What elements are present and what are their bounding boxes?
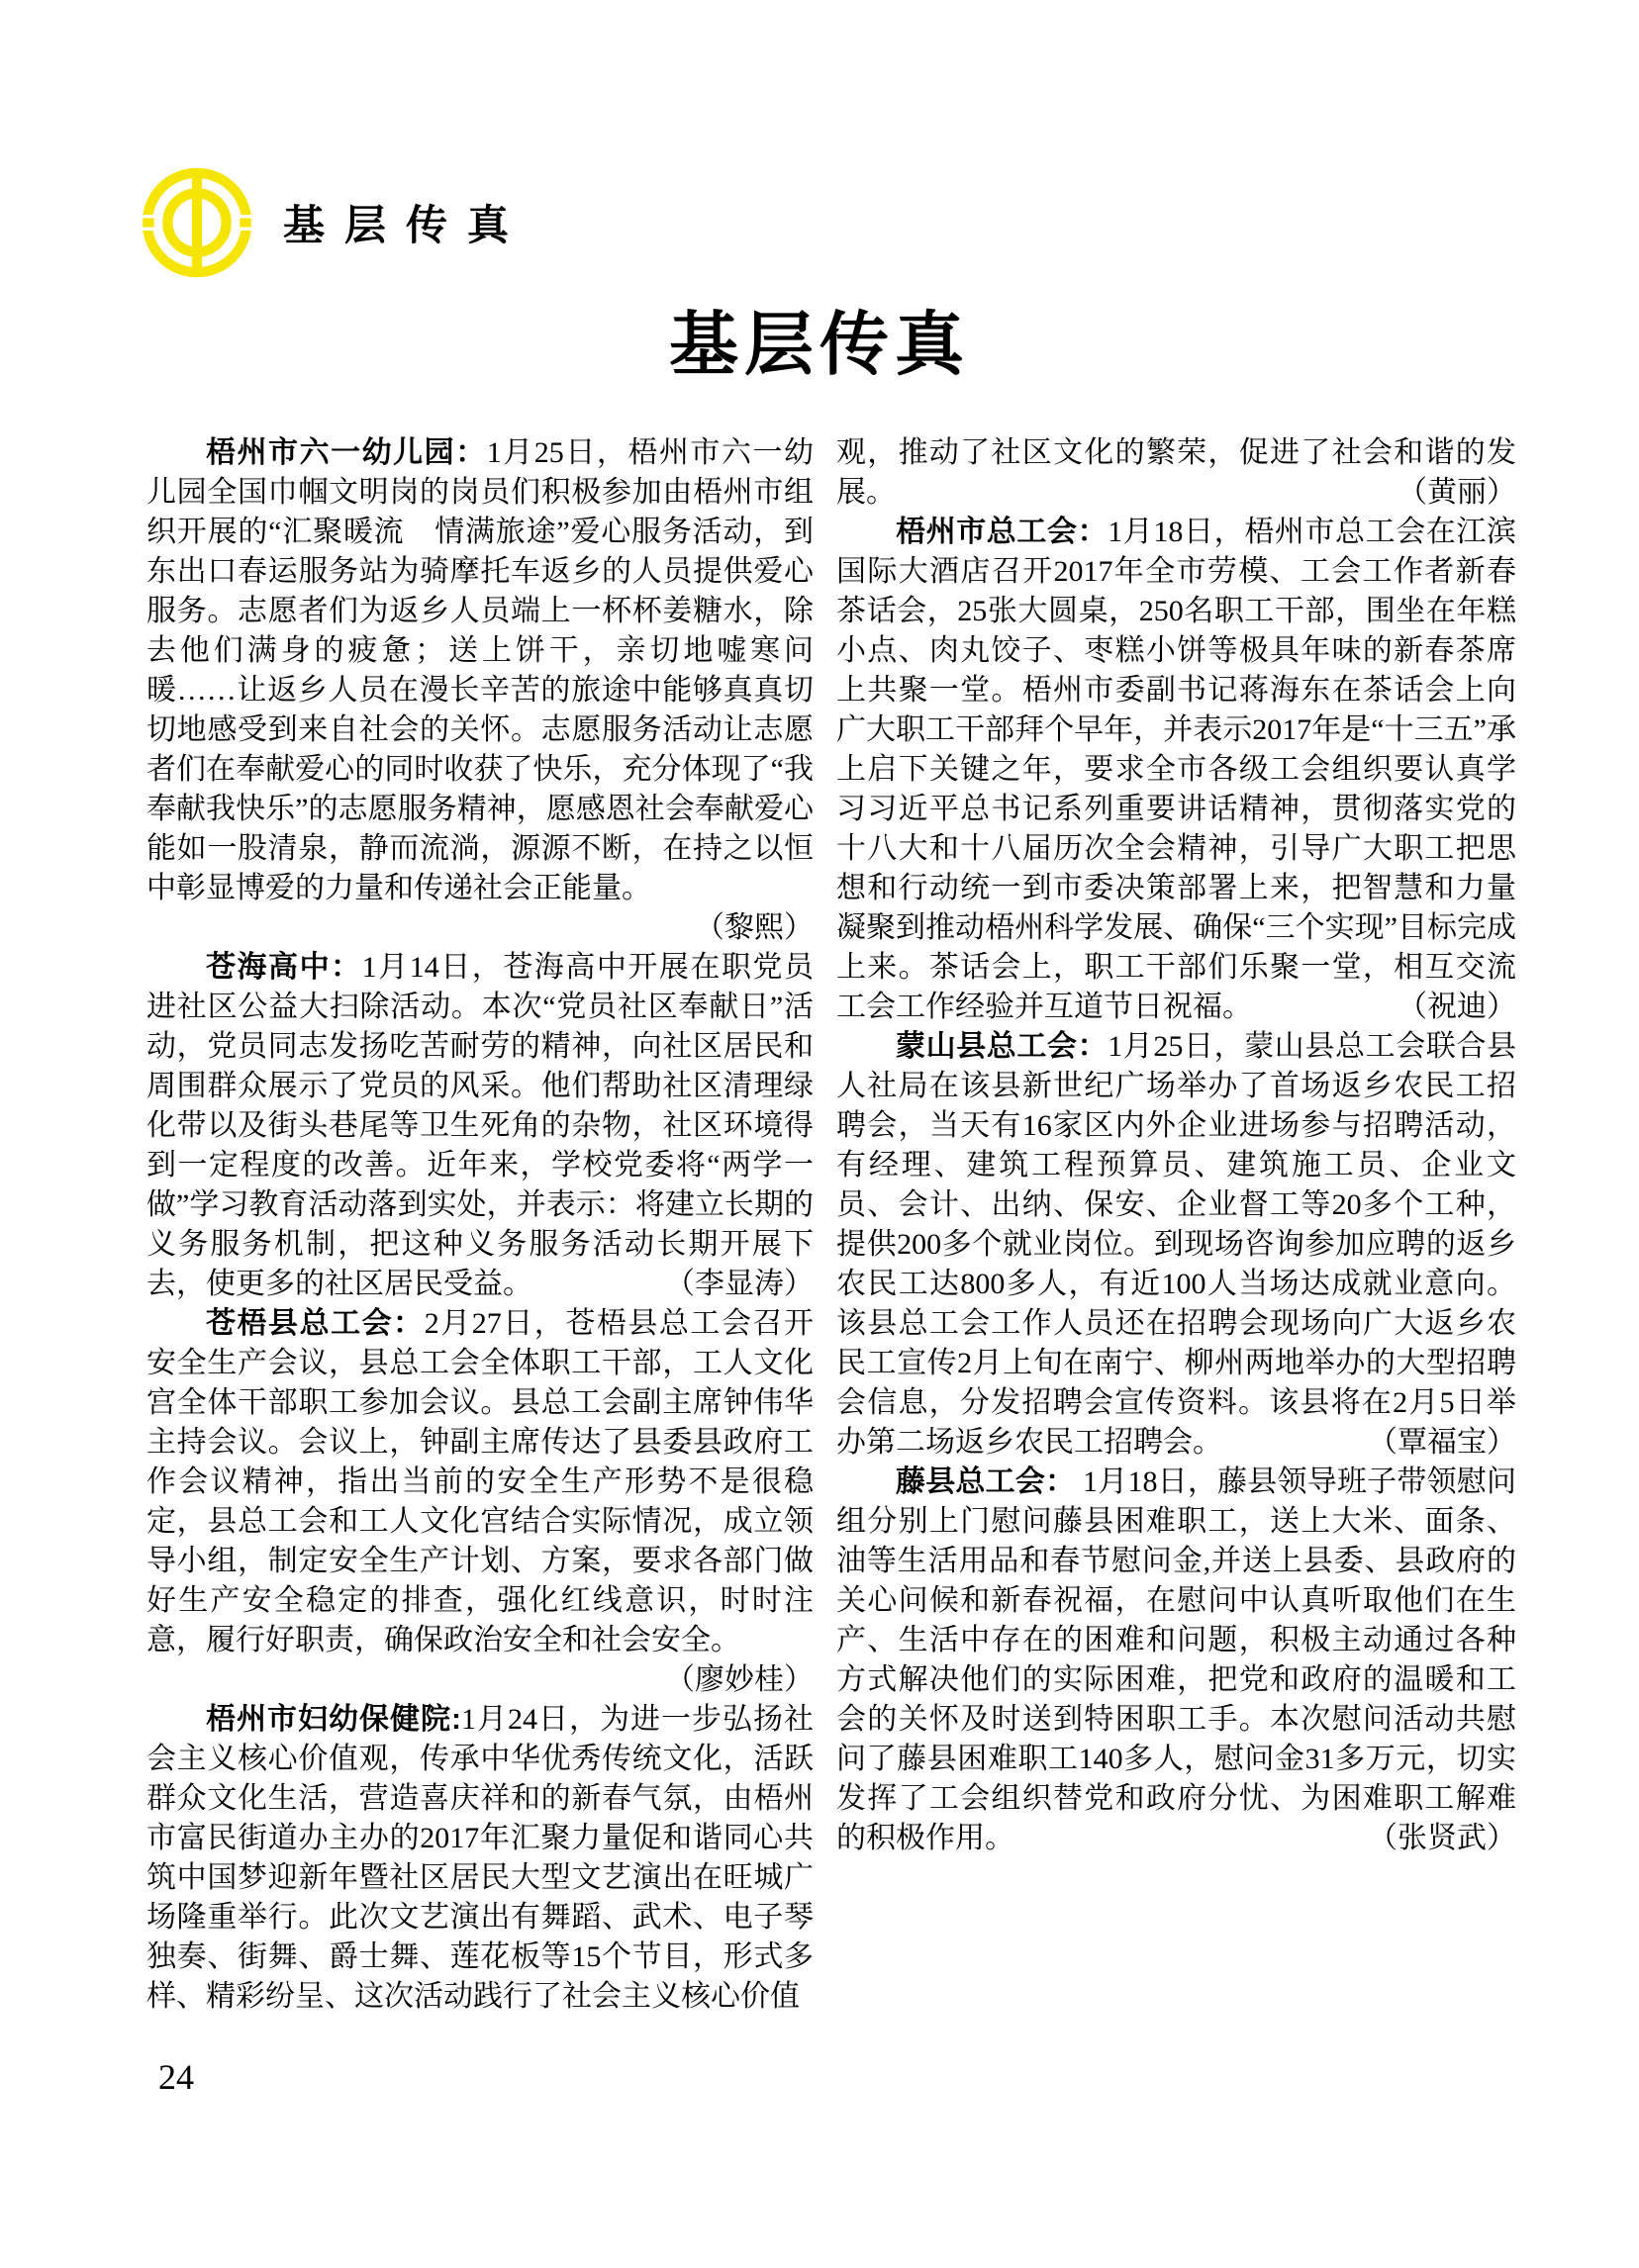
paragraph-lead: 苍海高中：: [206, 951, 362, 984]
byline: （祝迪）: [1398, 991, 1516, 1023]
page-number: 24: [158, 2057, 194, 2097]
paragraph-text: 2月27日，苍梧县总工会召开安全生产会议，县总工会全体职工干部，工人文化宫全体干部职工参加会议。县总工会副主席钟伟华主持会议。会议上，钟副主席传达了县委县政府工作会议精神，指出当前的安全生产形势不是很稳定，县总工会和工人文化宫结合实际情况，成立领导小组，制定安全生产计划、方案，要求各部门做好生产安全稳定的排查，强化红线意识，时时注意，履行好职责，确保政治安全和社会安全。: [146, 1307, 815, 1656]
news-paragraph: [146, 1700, 814, 2017]
byline: （黄丽）: [1398, 476, 1516, 509]
page-header: [139, 166, 529, 279]
page-title: 基层传真: [669, 308, 970, 384]
paragraph-text: 1月18日，藤县领导班子带领慰问组分别上门慰问藤县困难职工，送上大米、面条、油等生活用品和春节慰问金,并送上县委、县政府的关心问候和新春祝福，在慰问中认真听取他们在生产、生活中存在的困难和问题，积极主动通过各种方式解决他们的实际困难，把党和政府的温暖和工会的关怀及时送到特困职工手。本次慰问活动共慰问了藤县困难职工140多人，慰问金31多万元，切实发挥了工会组织替党和政府分忧、为困难职工解难的积极作用。: [836, 1465, 1517, 1854]
byline: （覃福宝）: [1368, 1426, 1516, 1459]
paragraph-text: 1月25日，梧州市六一幼儿园全国巾帼文明岗的岗员们积极参加由梧州市组织开展的“汇聚暖流 情满旅途”爱心服务活动，到东出口春运服务站为骑摩托车返乡的人员提供爱心服务。志愿者们为返乡人员端上一杯杯姜糖水，除去他们满身的疲惫；送上饼干，亲切地嘘寒问暖……让返乡人员在漫长辛苦的旅途中能够真真切切地感受到来自社会的关怀。志愿服务活动让志愿者们在奉献爱心的同时收获了快乐，充分体现了“我奉献我快乐”的志愿服务精神，愿感恩社会奉献爱心能如一股清泉，静而流淌，源源不断，在持之以恒中彰显博爱的力量和传递社会正能量。: [146, 436, 815, 904]
paragraph-lead: 梧州市总工会：: [896, 516, 1109, 548]
news-paragraph: [146, 948, 814, 1304]
news-paragraph: [836, 1027, 1516, 1463]
article-body: [146, 433, 1516, 2017]
paragraph-text: 1月24日，为进一步弘扬社会主义核心价值观，传承中华优秀传统文化，活跃群众文化生活，营造喜庆祥和的新春气氛，由梧州市富民街道办主办的2017年汇聚力量促和谐同心共筑中国梦迎新年暨社区居民大型文艺演出在旺城广场隆重举行。此次文艺演出有舞蹈、武术、电子琴独奏、街舞、爵士舞、莲花板等15个节目，形式多样、精彩纷呈、这次活动践行了社会主义核心价值: [146, 1703, 814, 2013]
byline: （黎熙）: [695, 911, 814, 944]
header-brand-text: 基层传真: [283, 204, 530, 249]
right-column: [836, 433, 1516, 2017]
paragraph-text: 1月14日，苍海高中开展在职党员进社区公益大扫除活动。本次“党员社区奉献日”活动，党员同志发扬吃苦耐劳的精神，向社区居民和周围群众展示了党员的风采。他们帮助社区清理绿化带以及街头巷尾等卫生死角的杂物，社区环境得到一定程度的改善。近年来，学校党委将“两学一做”学习教育活动落到实处，并表示：将建立长期的义务服务机制，把这种义务服务活动长期开展下去，使更多的社区居民受益。: [146, 951, 815, 1300]
paragraph-text: 1月18日，梧州市总工会在江滨国际大酒店召开2017年全市劳模、工会工作者新春茶话会，25张大圆桌，250名职工干部，围坐在年糕小点、肉丸饺子、枣糕小饼等极具年味的新春茶席上共聚一堂。梧州市委副书记蒋海东在茶话会上向广大职工干部拜个早年，并表示2017年是“十三五”承上启下关键之年，要求全市各级工会组织要认真学习习近平总书记系列重要讲话精神，贯彻落实党的十八大和十八届历次全会精神，引导广大职工把思想和行动统一到市委决策部署上来，把智慧和力量凝聚到推动梧州科学发展、确保“三个实现”目标完成上来。茶话会上，职工干部们乐聚一堂，相互交流工会工作经验并互道节日祝福。: [836, 516, 1517, 1023]
byline: （李显涛）: [665, 1268, 814, 1300]
paragraph-lead: 梧州市妇幼保健院:: [206, 1703, 461, 1736]
paragraph-text: 1月25日，蒙山县总工会联合县人社局在该县新世纪广场举办了首场返乡农民工招聘会，当天有16家区内外企业进场参与招聘活动，有经理、建筑工程预算员、建筑施工员、企业文员、会计、出纳、保安、企业督工等20多个工种，提供200多个就业岗位。到现场咨询参加应聘的返乡农民工达800多人，有近100人当场达成就业意向。该县总工会工作人员还在招聘会现场向广大返乡农民工宣传2月上旬在南宁、柳州两地举办的大型招聘会信息，分发招聘会宣传资料。该县将在2月5日举办第二场返乡农民工招聘会。: [836, 1030, 1517, 1459]
news-paragraph: [836, 433, 1516, 513]
news-paragraph: [146, 433, 814, 948]
byline: （廖妙桂）: [665, 1663, 814, 1696]
byline: （张贤武）: [1368, 1822, 1516, 1854]
paragraph-text: 观，推动了社区文化的繁荣，促进了社会和谐的发展。: [836, 436, 1516, 509]
left-column: [146, 433, 814, 2017]
paragraph-lead: 藤县总工会：: [896, 1465, 1076, 1498]
news-paragraph: [146, 1304, 814, 1700]
paragraph-lead: 蒙山县总工会：: [896, 1030, 1109, 1063]
news-paragraph: [836, 1463, 1516, 1858]
trade-union-logo-icon: [139, 166, 255, 279]
paragraph-lead: 梧州市六一幼儿园：: [206, 436, 487, 469]
news-paragraph: [836, 513, 1516, 1027]
paragraph-lead: 苍梧县总工会：: [206, 1307, 425, 1340]
